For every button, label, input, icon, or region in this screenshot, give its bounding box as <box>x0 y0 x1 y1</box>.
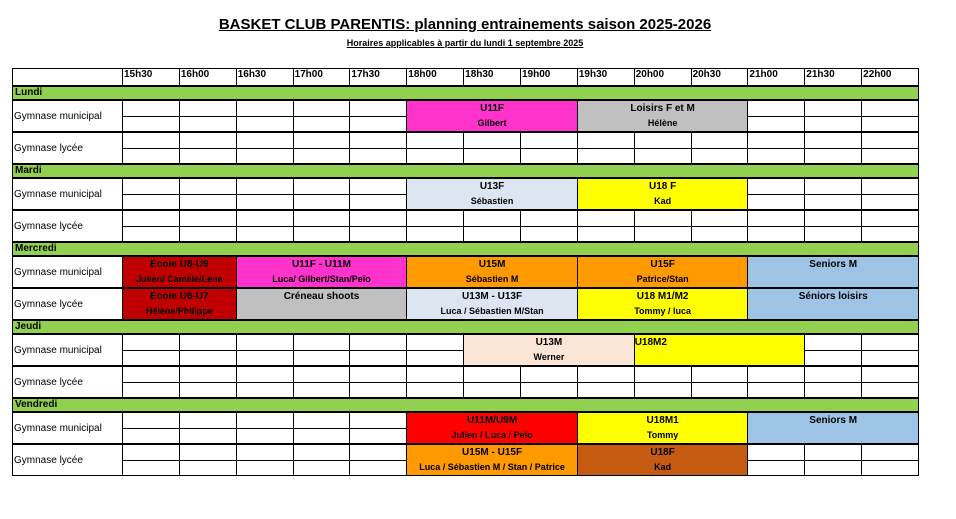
training-block[interactable] <box>406 412 578 444</box>
slot-cell-top <box>122 100 180 117</box>
slot-cell-bottom <box>861 116 919 132</box>
slot-cell-bottom <box>804 116 862 132</box>
slot-cell-top <box>293 210 351 227</box>
training-block[interactable] <box>406 288 578 320</box>
block-team: U15F <box>650 259 675 270</box>
slot-cell-top <box>179 132 237 149</box>
slot-cell-top <box>634 366 692 383</box>
training-block[interactable] <box>747 256 919 288</box>
slot-cell-bottom <box>179 350 237 366</box>
slot-cell-bottom <box>804 460 862 476</box>
slot-cell-bottom <box>236 116 294 132</box>
slot-cell-bottom <box>861 194 919 210</box>
slot-cell-top <box>122 444 180 461</box>
slot-cell-bottom <box>122 460 180 476</box>
slot-cell-bottom <box>634 148 692 164</box>
training-block[interactable] <box>577 256 749 288</box>
slot-cell-top <box>236 210 294 227</box>
training-block[interactable] <box>406 100 578 132</box>
slot-cell-bottom <box>349 460 407 476</box>
training-block[interactable] <box>747 288 919 320</box>
time-header-label: 19h00 <box>521 69 551 80</box>
slot-cell-bottom <box>293 148 351 164</box>
slot-cell-bottom <box>406 350 464 366</box>
slot-cell-bottom <box>179 148 237 164</box>
slot-cell-top <box>804 100 862 117</box>
slot-cell-top <box>406 210 464 227</box>
venue-label: Gymnase municipal <box>14 422 102 434</box>
block-coach: Sébastien <box>470 196 514 206</box>
slot-cell-bottom <box>406 226 464 242</box>
slot-cell-bottom <box>634 382 692 398</box>
block-coach: Sébastien M <box>465 274 519 284</box>
slot-cell-bottom <box>747 116 805 132</box>
slot-cell-top <box>463 366 521 383</box>
training-block[interactable] <box>406 256 578 288</box>
slot-cell-top <box>634 132 692 149</box>
slot-cell-top <box>861 444 919 461</box>
block-coach: Gilbert <box>477 118 507 128</box>
training-block[interactable] <box>463 334 635 366</box>
time-header-label: 18h00 <box>408 69 437 80</box>
time-header-label: 22h00 <box>863 69 892 80</box>
block-coach: Tommy / luca <box>634 306 692 316</box>
slot-cell-bottom <box>236 350 294 366</box>
slot-cell-bottom <box>406 148 464 164</box>
slot-cell-top <box>747 100 805 117</box>
venue-label: Gymnase municipal <box>14 344 102 356</box>
slot-cell-top <box>861 366 919 383</box>
block-team: Créneau shoots <box>283 291 360 302</box>
slot-cell-top <box>861 132 919 149</box>
slot-cell-top <box>236 334 294 351</box>
slot-cell-bottom <box>747 382 805 398</box>
slot-cell-top <box>406 366 464 383</box>
slot-cell-bottom <box>634 226 692 242</box>
slot-cell-bottom <box>122 148 180 164</box>
venue-label: Gymnase lycée <box>14 298 83 310</box>
slot-cell-bottom <box>520 226 578 242</box>
slot-cell-bottom <box>349 226 407 242</box>
training-block[interactable] <box>577 178 749 210</box>
block-team: U18 M1/M2 <box>636 291 689 302</box>
slot-cell-top <box>236 444 294 461</box>
slot-cell-top <box>293 412 351 429</box>
block-team: Loisirs F et M <box>630 103 695 114</box>
slot-cell-bottom <box>122 226 180 242</box>
slot-cell-bottom <box>179 116 237 132</box>
slot-cell-bottom <box>293 382 351 398</box>
slot-cell-bottom <box>861 226 919 242</box>
slot-cell-bottom <box>861 350 919 366</box>
slot-cell-top <box>691 210 749 227</box>
block-coach: Hélène/Philippe <box>145 306 213 316</box>
slot-cell-top <box>861 100 919 117</box>
slot-cell-bottom <box>349 116 407 132</box>
slot-cell-top <box>293 132 351 149</box>
block-team: U18 F <box>649 181 677 192</box>
slot-cell-bottom <box>236 148 294 164</box>
slot-cell-bottom <box>804 194 862 210</box>
day-row-vendredi: Vendredi <box>12 398 919 412</box>
slot-cell-top <box>577 132 635 149</box>
slot-cell-bottom <box>747 194 805 210</box>
venue-label: Gymnase lycée <box>14 142 83 154</box>
slot-cell-bottom <box>293 428 351 444</box>
slot-cell-bottom <box>691 226 749 242</box>
slot-cell-top <box>236 178 294 195</box>
day-row-mercredi: Mercredi <box>12 242 919 256</box>
page-title: BASKET CLUB PARENTIS: planning entrainements saison 2025-2026 <box>218 16 712 33</box>
slot-cell-bottom <box>577 148 635 164</box>
slot-cell-bottom <box>293 194 351 210</box>
block-team: Séniors loisirs <box>798 291 868 302</box>
block-team: U13M <box>535 337 563 348</box>
training-block[interactable] <box>577 288 749 320</box>
slot-cell-top <box>804 366 862 383</box>
slot-cell-top <box>577 366 635 383</box>
slot-cell-top <box>122 334 180 351</box>
slot-cell-top <box>747 366 805 383</box>
block-coach: Luca / Sébastien M/Stan <box>440 306 544 316</box>
slot-cell-bottom <box>861 382 919 398</box>
block-coach: Julien/ Camille/Léna <box>136 274 223 284</box>
slot-cell-top <box>349 100 407 117</box>
block-coach: Luca / Sébastien M / Stan / Patrice <box>419 462 565 472</box>
slot-cell-top <box>179 210 237 227</box>
slot-cell-top <box>804 210 862 227</box>
slot-cell-top <box>349 178 407 195</box>
slot-cell-top <box>122 210 180 227</box>
block-coach: Julien / Luca / Peïo <box>451 430 533 440</box>
slot-cell-top <box>804 444 862 461</box>
slot-cell-bottom <box>236 428 294 444</box>
slot-cell-top <box>861 334 919 351</box>
slot-cell-bottom <box>122 116 180 132</box>
slot-cell-top <box>122 366 180 383</box>
time-header-label: 15h30 <box>124 69 153 80</box>
slot-cell-top <box>747 444 805 461</box>
slot-cell-bottom <box>463 148 521 164</box>
time-header-label: 19h30 <box>578 69 608 80</box>
slot-cell-top <box>349 412 407 429</box>
slot-cell-bottom <box>293 226 351 242</box>
slot-cell-top <box>861 178 919 195</box>
day-row-jeudi: Jeudi <box>12 320 919 334</box>
time-header-label: 17h30 <box>351 69 380 80</box>
slot-cell-bottom <box>236 382 294 398</box>
slot-cell-bottom <box>804 350 862 366</box>
slot-cell-bottom <box>122 428 180 444</box>
venue-label: Gymnase municipal <box>14 188 102 200</box>
slot-cell-top <box>236 366 294 383</box>
slot-cell-top <box>520 210 578 227</box>
training-block[interactable] <box>747 412 919 444</box>
slot-cell-top <box>179 334 237 351</box>
time-header-label: 20h00 <box>635 69 665 80</box>
slot-cell-bottom <box>349 350 407 366</box>
slot-cell-top <box>691 366 749 383</box>
day-row-mardi: Mardi <box>12 164 919 178</box>
slot-cell-bottom <box>804 148 862 164</box>
slot-cell-bottom <box>861 148 919 164</box>
block-coach: Kad <box>654 196 672 206</box>
slot-cell-top <box>236 412 294 429</box>
training-block[interactable] <box>122 256 237 288</box>
slot-cell-top <box>179 100 237 117</box>
slot-cell-top <box>463 132 521 149</box>
slot-cell-bottom <box>349 148 407 164</box>
slot-cell-bottom <box>122 194 180 210</box>
slot-cell-bottom <box>179 460 237 476</box>
block-team: Seniors M <box>809 259 858 270</box>
slot-cell-top <box>634 210 692 227</box>
slot-cell-top <box>804 178 862 195</box>
slot-cell-bottom <box>577 226 635 242</box>
block-coach: Werner <box>533 352 565 362</box>
slot-cell-top <box>406 132 464 149</box>
venue-label: Gymnase lycée <box>14 376 83 388</box>
slot-cell-bottom <box>747 460 805 476</box>
training-block[interactable] <box>406 178 578 210</box>
block-team: U13M - U13F <box>462 291 523 302</box>
slot-cell-bottom <box>804 226 862 242</box>
slot-cell-bottom <box>122 382 180 398</box>
block-coach: Tommy <box>646 430 679 440</box>
block-team: U15M <box>478 259 506 270</box>
block-team: Ecole U8-U9 <box>150 259 209 270</box>
slot-cell-bottom <box>804 382 862 398</box>
slot-cell-top <box>691 132 749 149</box>
venue-label: Gymnase lycée <box>14 454 83 466</box>
slot-cell-bottom <box>179 226 237 242</box>
slot-cell-bottom <box>236 194 294 210</box>
block-coach: Patrice/Stan <box>636 274 689 284</box>
venue-label: Gymnase lycée <box>14 220 83 232</box>
block-team: Ecole U6-U7 <box>150 291 209 302</box>
time-header-label: 16h00 <box>180 69 210 80</box>
venue-label: Gymnase municipal <box>14 266 102 278</box>
block-team: U18F <box>650 447 675 458</box>
slot-cell-top <box>236 132 294 149</box>
slot-cell-bottom <box>293 460 351 476</box>
slot-cell-top <box>747 178 805 195</box>
time-header-label: 21h00 <box>749 69 778 80</box>
slot-cell-top <box>804 132 862 149</box>
slot-cell-top <box>349 334 407 351</box>
block-team: U13F <box>479 181 505 192</box>
slot-cell-top <box>236 100 294 117</box>
slot-cell-top <box>179 178 237 195</box>
time-header-label: 17h00 <box>294 69 323 80</box>
training-block[interactable] <box>577 100 749 132</box>
block-team: Seniors M <box>809 415 858 426</box>
block-team: U18M2 <box>634 337 667 348</box>
slot-cell-bottom <box>691 382 749 398</box>
slot-cell-bottom <box>122 350 180 366</box>
slot-cell-top <box>179 366 237 383</box>
slot-cell-bottom <box>861 460 919 476</box>
slot-cell-bottom <box>520 148 578 164</box>
slot-cell-bottom <box>463 382 521 398</box>
slot-cell-top <box>861 210 919 227</box>
slot-cell-top <box>293 444 351 461</box>
time-header-label: 20h30 <box>692 69 721 80</box>
slot-cell-bottom <box>747 148 805 164</box>
slot-cell-top <box>179 444 237 461</box>
time-header-label: 21h30 <box>806 69 835 80</box>
block-coach: Hélène <box>647 118 678 128</box>
training-block[interactable] <box>406 444 578 476</box>
slot-cell-bottom <box>293 116 351 132</box>
header-corner <box>12 68 123 86</box>
slot-cell-top <box>349 132 407 149</box>
slot-cell-bottom <box>179 382 237 398</box>
slot-cell-top <box>349 366 407 383</box>
slot-cell-top <box>406 334 464 351</box>
block-coach: Luca/ Gilbert/Stan/Peïo <box>272 274 371 284</box>
training-block[interactable] <box>236 288 408 320</box>
time-header-label: 18h30 <box>465 69 494 80</box>
block-team: U11M/U9M <box>467 415 518 426</box>
slot-cell-bottom <box>179 194 237 210</box>
slot-cell-bottom <box>179 428 237 444</box>
block-team: U15M - U15F <box>462 447 523 458</box>
time-header-label: 16h30 <box>237 69 267 80</box>
slot-cell-bottom <box>349 194 407 210</box>
venue-label: Gymnase municipal <box>14 110 102 122</box>
day-row-lundi: Lundi <box>12 86 919 100</box>
slot-cell-top <box>747 132 805 149</box>
block-coach: Kad <box>654 462 672 472</box>
slot-cell-bottom <box>747 226 805 242</box>
slot-cell-bottom <box>293 350 351 366</box>
slot-cell-bottom <box>236 460 294 476</box>
slot-cell-top <box>293 366 351 383</box>
slot-cell-top <box>122 412 180 429</box>
slot-cell-bottom <box>349 428 407 444</box>
block-team: U11F <box>480 103 505 114</box>
slot-cell-bottom <box>691 148 749 164</box>
slot-cell-top <box>122 132 180 149</box>
slot-cell-top <box>293 100 351 117</box>
slot-cell-top <box>520 132 578 149</box>
training-block[interactable] <box>122 288 237 320</box>
slot-cell-top <box>804 334 862 351</box>
slot-cell-bottom <box>577 382 635 398</box>
slot-cell-top <box>520 366 578 383</box>
slot-cell-bottom <box>349 382 407 398</box>
block-team: U18M1 <box>646 415 679 426</box>
training-block[interactable] <box>577 444 749 476</box>
slot-cell-top <box>293 334 351 351</box>
slot-cell-top <box>349 444 407 461</box>
slot-cell-bottom <box>406 382 464 398</box>
training-block[interactable] <box>236 256 408 288</box>
slot-cell-top <box>463 210 521 227</box>
slot-cell-top <box>747 210 805 227</box>
slot-cell-top <box>122 178 180 195</box>
training-block[interactable] <box>577 412 749 444</box>
slot-cell-top <box>293 178 351 195</box>
page-subtitle: Horaires applicables à partir du lundi 1 septembre 2025 <box>346 38 584 48</box>
block-team: U11F - U11M <box>292 259 351 270</box>
slot-cell-bottom <box>463 226 521 242</box>
slot-cell-bottom <box>236 226 294 242</box>
slot-cell-top <box>349 210 407 227</box>
training-block[interactable] <box>634 334 806 366</box>
slot-cell-top <box>577 210 635 227</box>
slot-cell-bottom <box>520 382 578 398</box>
slot-cell-top <box>179 412 237 429</box>
